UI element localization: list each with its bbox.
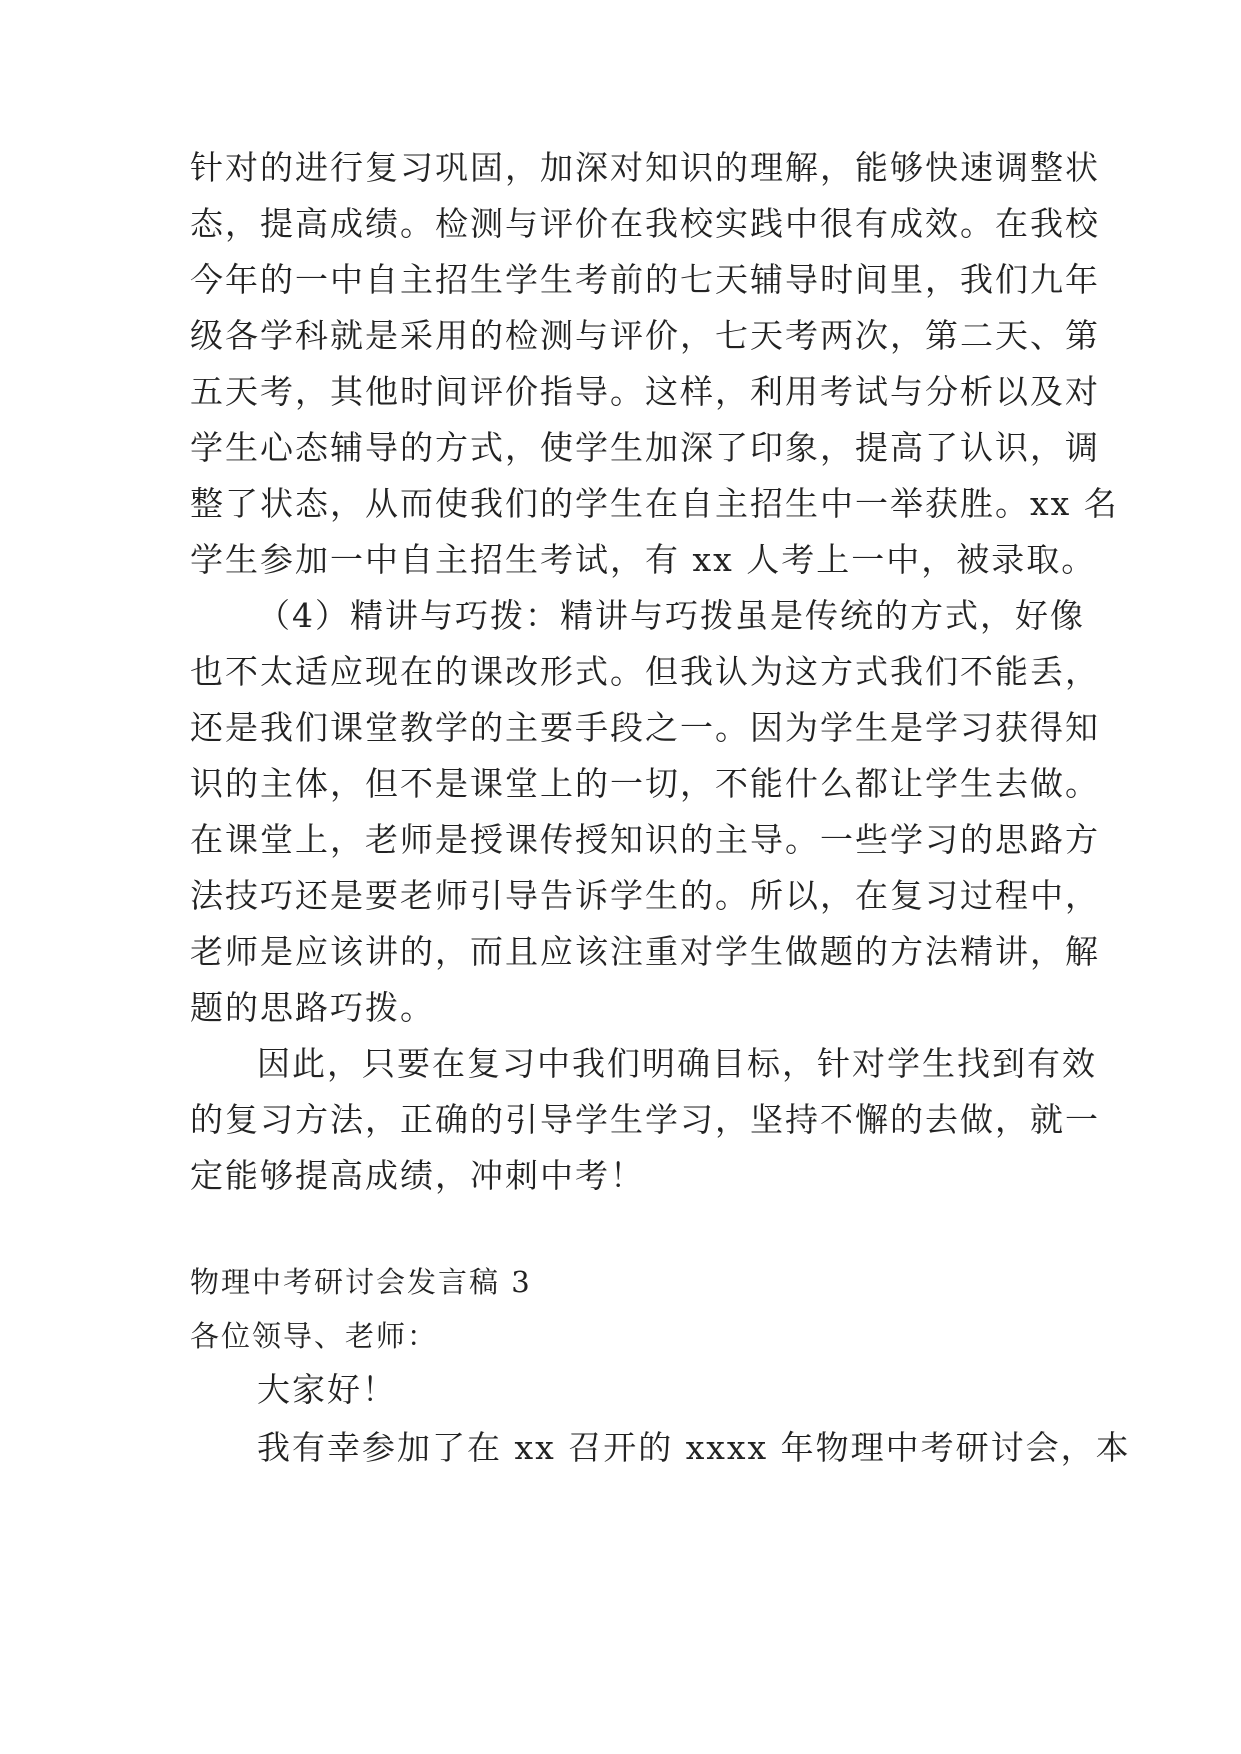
paragraph-2-line-3: 还是我们课堂教学的主要手段之一。因为学生是学习获得知 <box>190 708 1100 747</box>
section-title: 物理中考研讨会发言稿 3 <box>190 1265 532 1299</box>
opening-line: 我有幸参加了在 xx 召开的 xxxx 年物理中考研讨会，本 <box>257 1428 1131 1467</box>
paragraph-3-line-2: 的复习方法，正确的引导学生学习，坚持不懈的去做，就一 <box>190 1100 1100 1139</box>
paragraph-2-line-7: 老师是应该讲的，而且应该注重对学生做题的方法精讲，解 <box>190 932 1100 971</box>
paragraph-1-line-3: 今年的一中自主招生学生考前的七天辅导时间里，我们九年 <box>190 260 1100 299</box>
paragraph-3-line-3: 定能够提高成绩，冲刺中考！ <box>190 1156 645 1195</box>
greeting: 大家好！ <box>257 1370 397 1409</box>
paragraph-1-line-4: 级各学科就是采用的检测与评价，七天考两次，第二天、第 <box>190 316 1100 355</box>
paragraph-2-line-1: （4）精讲与巧拨：精讲与巧拨虽是传统的方式，好像 <box>257 596 1085 635</box>
paragraph-2-line-6: 法技巧还是要老师引导告诉学生的。所以，在复习过程中， <box>190 876 1100 915</box>
paragraph-1-line-2: 态，提高成绩。检测与评价在我校实践中很有成效。在我校 <box>190 204 1100 243</box>
paragraph-1-line-1: 针对的进行复习巩固，加深对知识的理解，能够快速调整状 <box>190 148 1100 187</box>
salutation: 各位领导、老师： <box>190 1319 439 1353</box>
paragraph-1-line-6: 学生心态辅导的方式，使学生加深了印象，提高了认识，调 <box>190 428 1100 467</box>
paragraph-2-line-5: 在课堂上，老师是授课传授知识的主导。一些学习的思路方 <box>190 820 1100 859</box>
paragraph-1-line-8: 学生参加一中自主招生考试，有 xx 人考上一中，被录取。 <box>190 540 1097 579</box>
paragraph-2-line-8: 题的思路巧拨。 <box>190 988 435 1027</box>
paragraph-2-line-2: 也不太适应现在的课改形式。但我认为这方式我们不能丢， <box>190 652 1100 691</box>
paragraph-1-line-7: 整了状态，从而使我们的学生在自主招生中一举获胜。xx 名 <box>190 484 1119 523</box>
paragraph-1-line-5: 五天考，其他时间评价指导。这样，利用考试与分析以及对 <box>190 372 1100 411</box>
paragraph-2-line-4: 识的主体，但不是课堂上的一切，不能什么都让学生去做。 <box>190 764 1100 803</box>
paragraph-3-line-1: 因此，只要在复习中我们明确目标，针对学生找到有效 <box>257 1044 1097 1083</box>
